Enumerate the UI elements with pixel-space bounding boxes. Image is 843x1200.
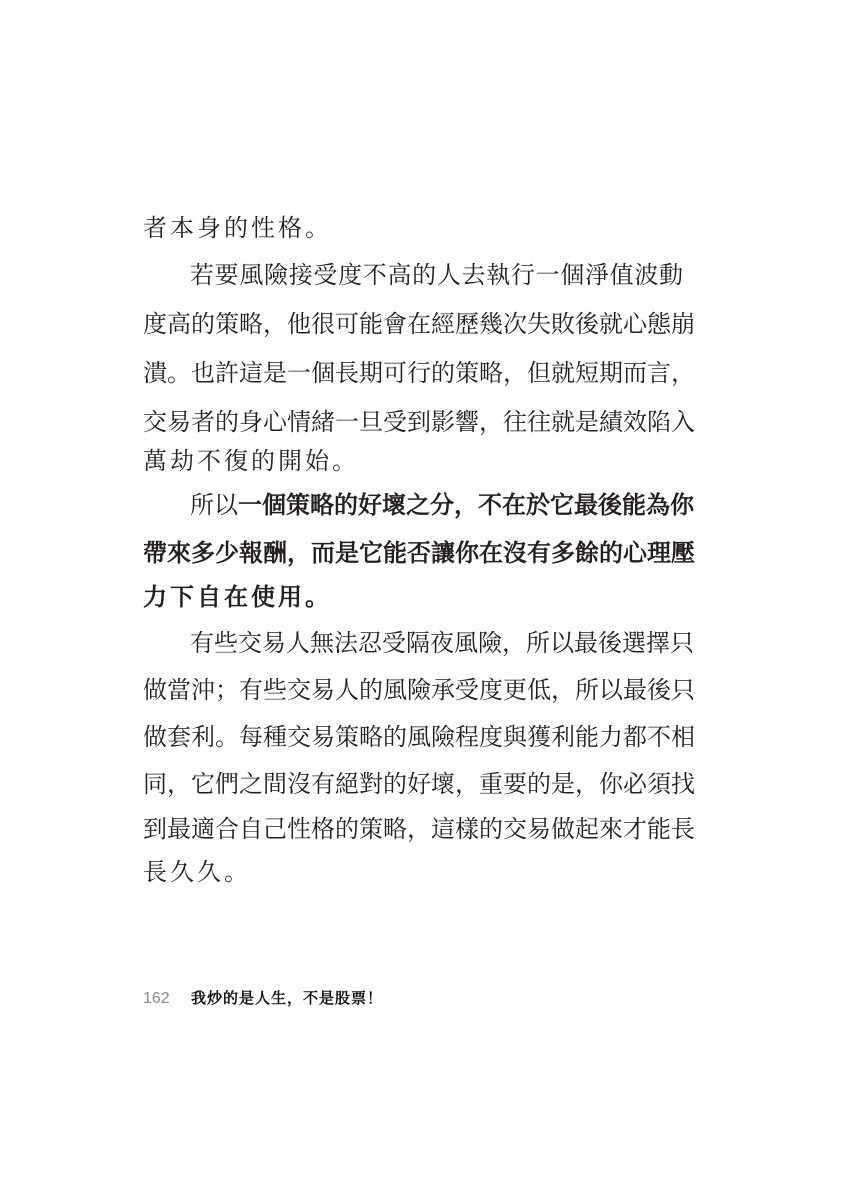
paragraph-1-line-5: 萬劫不復的開始。	[143, 447, 359, 475]
paragraph-3-line-3: 做套利。每種交易策略的風險程度與獲利能力都不相	[143, 723, 695, 751]
paragraph-2-plain-text: 所以	[190, 491, 238, 519]
paragraph-2-line-1	[190, 485, 694, 525]
paragraph-3-line-1: 有些交易人無法忍受隔夜風險，所以最後選擇只	[190, 629, 694, 657]
paragraph-3-line-4: 同，它們之間沒有絕對的好壞，重要的是，你必須找	[143, 770, 695, 798]
paragraph-2-emphasis-text: 一個策略的好壞之分，不在於它最後能為你	[238, 491, 694, 519]
paragraph-3-line-6: 長久久。	[143, 858, 251, 886]
paragraph-3-line-2: 做當沖；有些交易人的風險承受度更低，所以最後只	[143, 676, 695, 704]
paragraph-2-line-2: 帶來多少報酬，而是它能否讓你在沒有多餘的心理壓	[143, 539, 695, 567]
page-footer	[143, 986, 383, 1010]
paragraph-2-line-3: 力下自在使用。	[143, 583, 332, 611]
paragraph-1-line-4: 交易者的身心情緒一旦受到影響，往往就是績效陷入	[143, 408, 695, 436]
page-number: 162	[143, 990, 170, 1007]
paragraph-1-line-3: 潰。也許這是一個長期可行的策略，但就短期而言，	[143, 359, 695, 387]
paragraph-1-line-2: 度高的策略，他很可能會在經歷幾次失敗後就心態崩	[143, 310, 695, 338]
running-title: 我炒的是人生，不是股票！	[191, 989, 384, 1007]
paragraph-continuation-line: 者本身的性格。	[143, 214, 332, 242]
paragraph-1-line-1: 若要風險接受度不高的人去執行一個淨值波動	[190, 261, 683, 289]
paragraph-3-line-5: 到最適合自己性格的策略，這樣的交易做起來才能長	[143, 815, 695, 843]
